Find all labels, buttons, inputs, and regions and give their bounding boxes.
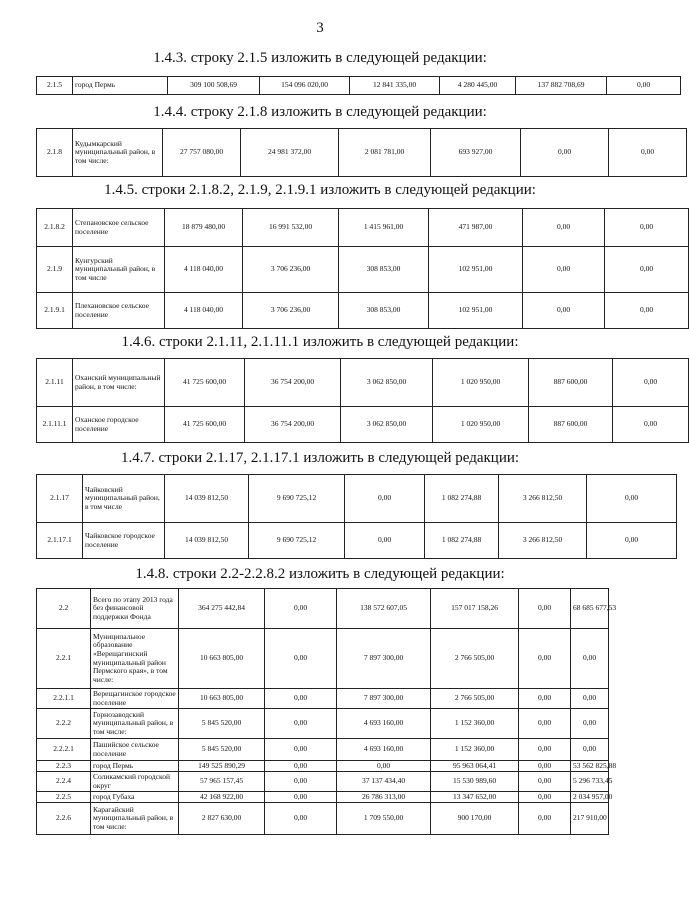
cell-value: 0,00 bbox=[265, 761, 337, 772]
cell-value: 57 965 157,45 bbox=[179, 772, 265, 792]
row-name: Оханское городское поселение bbox=[73, 407, 165, 443]
table-row bbox=[37, 523, 677, 559]
cell-value: 4 118 040,00 bbox=[165, 293, 243, 329]
cell-value: 693 927,00 bbox=[431, 129, 521, 177]
table-row bbox=[37, 247, 689, 293]
page-number: 3 bbox=[316, 20, 324, 36]
cell-value: 0,00 bbox=[519, 709, 571, 739]
cell-value: 37 137 434,40 bbox=[337, 772, 431, 792]
section-heading: 1.4.4. строку 2.1.8 изложить в следующей редакции: bbox=[153, 104, 487, 120]
section-heading: 1.4.5. строки 2.1.8.2, 2.1.9, 2.1.9.1 изложить в следующей редакции: bbox=[104, 182, 536, 198]
cell-value: 0,00 bbox=[265, 589, 337, 629]
row-code: 2.1.9.1 bbox=[37, 293, 73, 329]
cell-value: 471 987,00 bbox=[429, 209, 523, 247]
table-2-2 bbox=[36, 588, 617, 835]
cell-value: 2 081 781,00 bbox=[339, 129, 431, 177]
cell-value: 3 266 812,50 bbox=[499, 523, 587, 559]
cell-value: 3 062 850,00 bbox=[341, 407, 433, 443]
row-name: Горнозаводский муниципальный район, в том числе: bbox=[91, 709, 179, 739]
table-row bbox=[37, 629, 609, 689]
cell-value: 1 020 950,00 bbox=[433, 359, 529, 407]
cell-value: 900 170,00 bbox=[431, 803, 519, 835]
row-name: Кудымкарский муниципальный район, в том числе: bbox=[73, 129, 163, 177]
row-name: Чайковское городское поселение bbox=[83, 523, 165, 559]
cell-value: 3 706 236,00 bbox=[243, 293, 339, 329]
cell-value: 217 910,00 bbox=[571, 803, 609, 835]
table-row bbox=[37, 709, 609, 739]
cell-value: 0,00 bbox=[571, 709, 609, 739]
cell-value: 9 690 725,12 bbox=[249, 523, 345, 559]
row-name: Всего по этапу 2013 года без финансовой поддержки Фонда bbox=[91, 589, 179, 629]
cell-value: 12 841 335,00 bbox=[350, 77, 440, 95]
row-name: Пашийское сельское поселение bbox=[91, 739, 179, 761]
cell-value: 4 693 160,00 bbox=[337, 709, 431, 739]
cell-value: 16 991 532,00 bbox=[243, 209, 339, 247]
cell-value: 3 266 812,50 bbox=[499, 475, 587, 523]
row-code: 2.1.11.1 bbox=[37, 407, 73, 443]
cell-value: 0,00 bbox=[345, 475, 425, 523]
cell-value: 138 572 607,05 bbox=[337, 589, 431, 629]
cell-value: 27 757 080,00 bbox=[163, 129, 241, 177]
cell-value: 7 897 300,00 bbox=[337, 629, 431, 689]
table-row bbox=[37, 803, 609, 835]
section-heading: 1.4.3. строку 2.1.5 изложить в следующей редакции: bbox=[153, 50, 487, 66]
cell-value: 4 280 445,00 bbox=[440, 77, 516, 95]
row-code: 2.2.2.1 bbox=[37, 739, 91, 761]
row-code: 2.1.17 bbox=[37, 475, 83, 523]
cell-value: 0,00 bbox=[519, 589, 571, 629]
table-row bbox=[37, 475, 677, 523]
section-heading: 1.4.8. строки 2.2-2.2.8.2 изложить в следующей редакции: bbox=[135, 566, 505, 582]
row-code: 2.1.5 bbox=[37, 77, 73, 95]
cell-value: 0,00 bbox=[345, 523, 425, 559]
cell-value: 1 082 274,88 bbox=[425, 475, 499, 523]
cell-value: 2 766 505,00 bbox=[431, 689, 519, 709]
cell-value: 2 827 630,00 bbox=[179, 803, 265, 835]
cell-value: 0,00 bbox=[523, 293, 605, 329]
cell-value: 1 082 274,88 bbox=[425, 523, 499, 559]
row-code: 2.1.8.2 bbox=[37, 209, 73, 247]
cell-value: 0,00 bbox=[519, 739, 571, 761]
cell-value: 1 152 360,00 bbox=[431, 709, 519, 739]
row-code: 2.1.11 bbox=[37, 359, 73, 407]
cell-value: 4 118 040,00 bbox=[165, 247, 243, 293]
cell-value: 1 415 961,00 bbox=[339, 209, 429, 247]
cell-value: 0,00 bbox=[571, 629, 609, 689]
table-2-1-8 bbox=[36, 128, 687, 177]
row-code: 2.1.8 bbox=[37, 129, 73, 177]
cell-value: 41 725 600,00 bbox=[165, 407, 245, 443]
cell-value: 0,00 bbox=[519, 803, 571, 835]
cell-value: 0,00 bbox=[519, 689, 571, 709]
cell-value: 36 754 200,00 bbox=[245, 407, 341, 443]
cell-value: 68 685 677,53 bbox=[571, 589, 609, 629]
cell-value: 1 020 950,00 bbox=[433, 407, 529, 443]
table-row bbox=[37, 689, 609, 709]
section-heading: 1.4.6. строки 2.1.11, 2.1.11.1 изложить в следующей редакции: bbox=[121, 334, 519, 350]
cell-value: 13 347 652,00 bbox=[431, 792, 519, 803]
cell-value: 137 882 708,69 bbox=[516, 77, 607, 95]
table-row bbox=[37, 407, 689, 443]
cell-value: 0,00 bbox=[613, 407, 689, 443]
row-code: 2.2.3 bbox=[37, 761, 91, 772]
cell-value: 0,00 bbox=[613, 359, 689, 407]
cell-value: 0,00 bbox=[265, 629, 337, 689]
row-name: Кунгурский муниципальный район, в том числе bbox=[73, 247, 165, 293]
row-name: Карагайский муниципальный район, в том числе: bbox=[91, 803, 179, 835]
cell-value: 2 766 505,00 bbox=[431, 629, 519, 689]
cell-value: 0,00 bbox=[265, 803, 337, 835]
cell-value: 36 754 200,00 bbox=[245, 359, 341, 407]
cell-value: 0,00 bbox=[605, 209, 689, 247]
cell-value: 14 039 812,50 bbox=[165, 475, 249, 523]
row-name: Верещагинское городское поселение bbox=[91, 689, 179, 709]
section-heading: 1.4.7. строки 2.1.17, 2.1.17.1 изложить в следующей редакции: bbox=[120, 450, 520, 466]
table-row bbox=[37, 589, 609, 629]
cell-value: 1 709 550,00 bbox=[337, 803, 431, 835]
cell-value: 10 663 805,00 bbox=[179, 689, 265, 709]
table-row bbox=[37, 761, 609, 772]
cell-value: 3 062 850,00 bbox=[341, 359, 433, 407]
table-row bbox=[37, 792, 609, 803]
cell-value: 0,00 bbox=[519, 761, 571, 772]
cell-value: 102 951,00 bbox=[429, 293, 523, 329]
cell-value: 53 562 825,88 bbox=[571, 761, 609, 772]
cell-value: 14 039 812,50 bbox=[165, 523, 249, 559]
table-2-1-8-2-to-2-1-9-1 bbox=[36, 208, 689, 329]
table-2-1-17 bbox=[36, 474, 677, 559]
cell-value: 2 034 957,00 bbox=[571, 792, 609, 803]
cell-value: 0,00 bbox=[337, 761, 431, 772]
cell-value: 5 845 520,00 bbox=[179, 739, 265, 761]
row-code: 2.2 bbox=[37, 589, 91, 629]
cell-value: 0,00 bbox=[587, 523, 677, 559]
table-2-1-11 bbox=[36, 358, 689, 443]
cell-value: 5 296 733,45 bbox=[571, 772, 609, 792]
cell-value: 7 897 300,00 bbox=[337, 689, 431, 709]
row-code: 2.2.2 bbox=[37, 709, 91, 739]
row-name: город Губаха bbox=[91, 792, 179, 803]
cell-value: 0,00 bbox=[519, 792, 571, 803]
row-code: 2.1.9 bbox=[37, 247, 73, 293]
row-name: Чайковский муниципальный район, в том числе bbox=[83, 475, 165, 523]
table-row bbox=[37, 772, 609, 792]
row-code: 2.2.5 bbox=[37, 792, 91, 803]
row-name: Степановское сельское поселение bbox=[73, 209, 165, 247]
cell-value: 308 853,00 bbox=[339, 293, 429, 329]
cell-value: 0,00 bbox=[519, 629, 571, 689]
cell-value: 0,00 bbox=[265, 792, 337, 803]
row-name: Муниципальное образование «Верещагинский муниципальный район Пермского края», в том числе: bbox=[91, 629, 179, 689]
row-code: 2.1.17.1 bbox=[37, 523, 83, 559]
cell-value: 887 600,00 bbox=[529, 407, 613, 443]
table-row bbox=[37, 77, 681, 95]
cell-value: 18 879 480,00 bbox=[165, 209, 243, 247]
table-2-1-5 bbox=[36, 76, 681, 95]
table-row bbox=[37, 209, 689, 247]
table-row bbox=[37, 359, 689, 407]
cell-value: 309 100 508,69 bbox=[168, 77, 260, 95]
cell-value: 10 663 805,00 bbox=[179, 629, 265, 689]
row-code: 2.2.4 bbox=[37, 772, 91, 792]
table-row bbox=[37, 739, 609, 761]
cell-value: 0,00 bbox=[265, 772, 337, 792]
cell-value: 41 725 600,00 bbox=[165, 359, 245, 407]
row-name: город Пермь bbox=[91, 761, 179, 772]
cell-value: 9 690 725,12 bbox=[249, 475, 345, 523]
cell-value: 0,00 bbox=[265, 739, 337, 761]
cell-value: 102 951,00 bbox=[429, 247, 523, 293]
cell-value: 1 152 360,00 bbox=[431, 739, 519, 761]
table-row bbox=[37, 129, 687, 177]
cell-value: 26 786 313,00 bbox=[337, 792, 431, 803]
cell-value: 887 600,00 bbox=[529, 359, 613, 407]
cell-value: 0,00 bbox=[609, 129, 687, 177]
cell-value: 15 530 989,60 bbox=[431, 772, 519, 792]
cell-value: 308 853,00 bbox=[339, 247, 429, 293]
row-code: 2.2.1 bbox=[37, 629, 91, 689]
row-name: город Пермь bbox=[73, 77, 168, 95]
row-name: Плехановское сельское поселение bbox=[73, 293, 165, 329]
cell-value: 0,00 bbox=[571, 689, 609, 709]
cell-value: 0,00 bbox=[605, 293, 689, 329]
cell-value: 24 981 372,00 bbox=[241, 129, 339, 177]
cell-value: 0,00 bbox=[519, 772, 571, 792]
cell-value: 364 275 442,84 bbox=[179, 589, 265, 629]
cell-value: 157 017 158,26 bbox=[431, 589, 519, 629]
cell-value: 0,00 bbox=[587, 475, 677, 523]
cell-value: 0,00 bbox=[523, 247, 605, 293]
cell-value: 3 706 236,00 bbox=[243, 247, 339, 293]
cell-value: 0,00 bbox=[265, 689, 337, 709]
row-name: Оханский муниципальный район, в том числе: bbox=[73, 359, 165, 407]
cell-value: 149 525 890,29 bbox=[179, 761, 265, 772]
cell-value: 5 845 520,00 bbox=[179, 709, 265, 739]
cell-value: 0,00 bbox=[265, 709, 337, 739]
cell-value: 0,00 bbox=[523, 209, 605, 247]
cell-value: 0,00 bbox=[571, 739, 609, 761]
row-code: 2.2.6 bbox=[37, 803, 91, 835]
cell-value: 0,00 bbox=[607, 77, 681, 95]
cell-value: 0,00 bbox=[605, 247, 689, 293]
cell-value: 0,00 bbox=[521, 129, 609, 177]
cell-value: 4 693 160,00 bbox=[337, 739, 431, 761]
cell-value: 95 963 064,41 bbox=[431, 761, 519, 772]
row-code: 2.2.1.1 bbox=[37, 689, 91, 709]
row-name: Соликамский городской округ bbox=[91, 772, 179, 792]
table-row bbox=[37, 293, 689, 329]
cell-value: 154 096 020,00 bbox=[260, 77, 350, 95]
cell-value: 42 168 922,00 bbox=[179, 792, 265, 803]
